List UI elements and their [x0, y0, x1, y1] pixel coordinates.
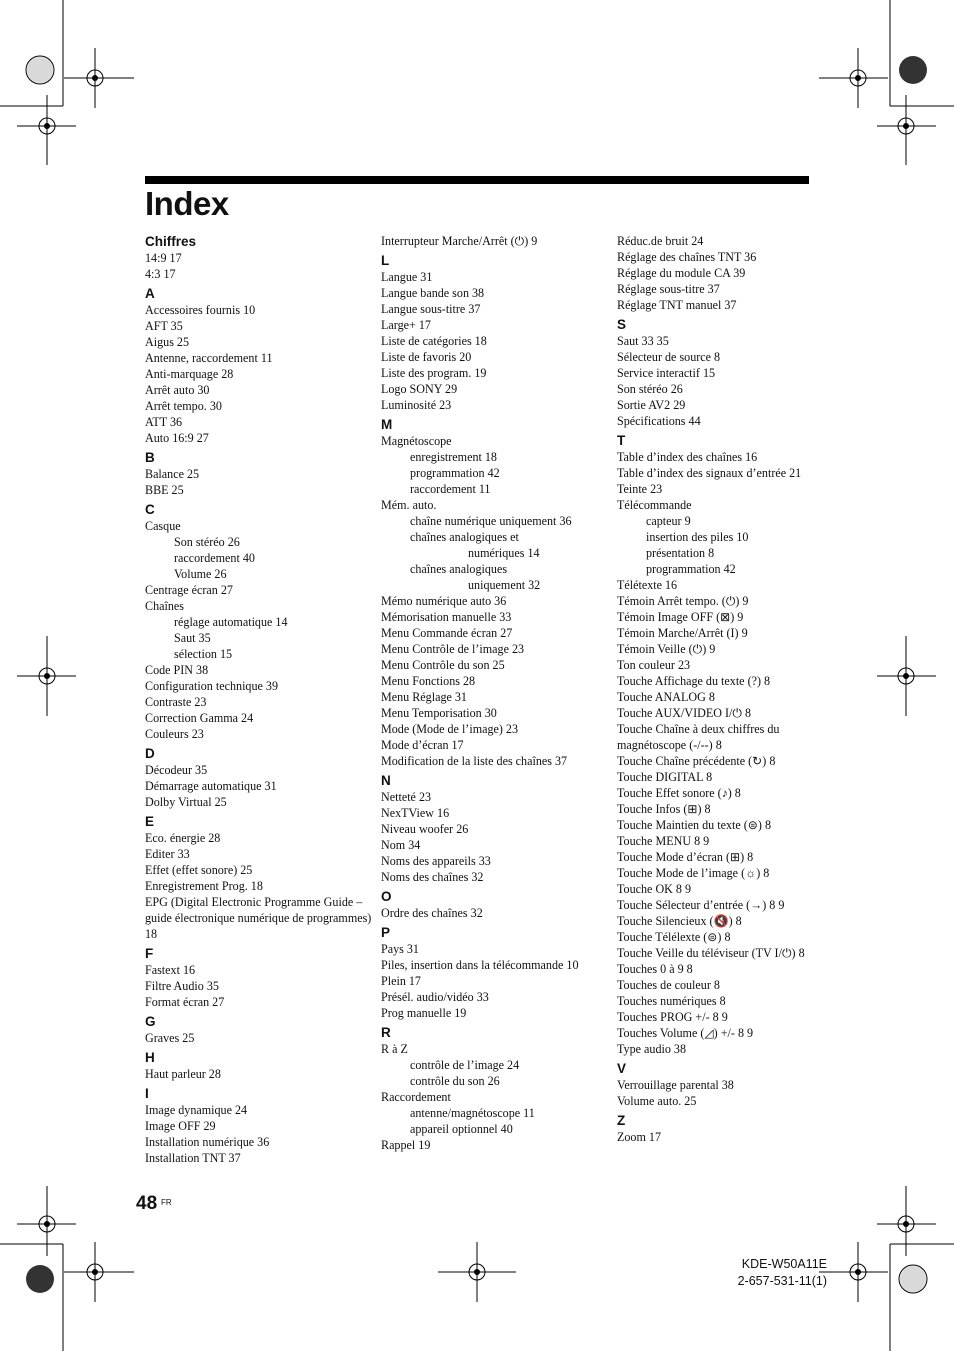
- index-subentry: antenne/magnétoscope 11: [410, 1106, 535, 1120]
- index-entry: Menu Réglage 31: [381, 690, 467, 704]
- index-entry: Teinte 23: [617, 482, 663, 496]
- index-entry: Liste des program. 19: [381, 366, 487, 380]
- index-entry: Touches 0 à 9 8: [617, 962, 693, 976]
- index-subentry: Volume 26: [174, 567, 227, 581]
- index-letter-heading: A: [145, 286, 155, 301]
- index-entry: Niveau woofer 26: [381, 822, 469, 836]
- index-entry: BBE 25: [145, 483, 184, 497]
- index-entry: Arrêt auto 30: [145, 383, 210, 397]
- index-subentry: programmation 42: [410, 466, 500, 480]
- index-letter-heading: P: [381, 925, 391, 940]
- index-entry: Volume auto. 25: [617, 1094, 697, 1108]
- index-entry: 14:9 17: [145, 251, 182, 265]
- index-entry: Zoom 17: [617, 1130, 662, 1144]
- index-entry: Configuration technique 39: [145, 679, 279, 693]
- index-entry: Large+ 17: [381, 318, 431, 332]
- index-subentry: chaînes analogiques et: [410, 530, 519, 544]
- index-letter-heading: S: [617, 317, 627, 332]
- index-letter-heading: C: [145, 502, 155, 517]
- index-entry: Magnétoscope: [381, 434, 452, 448]
- index-entry: Ton couleur 23: [617, 658, 691, 672]
- index-letter-heading: O: [381, 889, 392, 904]
- index-entry: Touche Sélecteur d’entrée (→) 8 9: [617, 898, 785, 912]
- index-entry: Témoin Arrêt tempo. (⏻) 9: [617, 594, 749, 608]
- index-subentry: sélection 15: [174, 647, 233, 661]
- index-entry: Menu Commande écran 27: [381, 626, 513, 640]
- index-entry: Correction Gamma 24: [145, 711, 254, 725]
- index-entry: Liste de favoris 20: [381, 350, 472, 364]
- index-entry: Nom 34: [381, 838, 421, 852]
- index-entry: Langue sous-titre 37: [381, 302, 481, 316]
- index-subentry: contrôle du son 26: [410, 1074, 500, 1088]
- index-entry: Noms des chaînes 32: [381, 870, 484, 884]
- index-entry: Eco. énergie 28: [145, 831, 221, 845]
- index-entry: Menu Fonctions 28: [381, 674, 476, 688]
- index-subentry: contrôle de l’image 24: [410, 1058, 520, 1072]
- index-entry: Luminosité 23: [381, 398, 452, 412]
- index-entry: EPG (Digital Electronic Programme Guide – guide électronique numérique de programmes) 18: [145, 895, 372, 941]
- index-entry: Son stéréo 26: [617, 382, 683, 396]
- page-title: Index: [145, 185, 229, 222]
- index-entry: Modification de la liste des chaînes 37: [381, 754, 568, 768]
- index-entry: AFT 35: [145, 319, 183, 333]
- index-entry: Table d’index des signaux d’entrée 21: [617, 466, 802, 480]
- index-entry: Editer 33: [145, 847, 190, 861]
- index-entry: Chaînes: [145, 599, 184, 613]
- index-entry: Touche Mode de l’image (☼) 8: [617, 866, 770, 880]
- index-subentry: Son stéréo 26: [174, 535, 240, 549]
- index-entry: Témoin Image OFF (⊠) 9: [617, 610, 744, 624]
- index-entry: Réglage sous-titre 37: [617, 282, 720, 296]
- index-entry: Logo SONY 29: [381, 382, 458, 396]
- index-column-1: [145, 233, 373, 1166]
- index-subentry: raccordement 40: [174, 551, 255, 565]
- index-entry: Netteté 23: [381, 790, 432, 804]
- index-entry: Touches PROG +/- 8 9: [617, 1010, 728, 1024]
- index-letter-heading: Chiffres: [145, 234, 197, 249]
- model-info: [738, 1256, 827, 1290]
- index-entry: Touche Infos (⊞) 8: [617, 802, 711, 816]
- index-entry: Présél. audio/vidéo 33: [381, 990, 489, 1004]
- index-entry: Touche Chaîne précédente (↻) 8: [617, 754, 776, 768]
- index-entry: Touche ANALOG 8: [617, 690, 715, 704]
- index-entry: Témoin Veille (⏻) 9: [617, 642, 716, 656]
- page-language: FR: [161, 1198, 172, 1207]
- index-entry: Graves 25: [145, 1031, 195, 1045]
- index-subentry: insertion des piles 10: [646, 530, 749, 544]
- index-entry: Piles, insertion dans la télécommande 10: [381, 958, 579, 972]
- index-entry: Contraste 23: [145, 695, 207, 709]
- index-entry: Touche Affichage du texte (?) 8: [617, 674, 771, 688]
- index-entry: Arrêt tempo. 30: [145, 399, 222, 413]
- index-entry: R à Z: [381, 1042, 408, 1056]
- index-entry: Image dynamique 24: [145, 1103, 248, 1117]
- index-subentry: uniquement 32: [468, 578, 541, 592]
- index-entry: Installation TNT 37: [145, 1151, 241, 1165]
- index-entry: Touche MENU 8 9: [617, 834, 710, 848]
- index-letter-heading: Z: [617, 1113, 626, 1128]
- index-entry: Mémorisation manuelle 33: [381, 610, 512, 624]
- index-entry: Filtre Audio 35: [145, 979, 219, 993]
- index-entry: Touches numériques 8: [617, 994, 726, 1008]
- index-entry: Plein 17: [381, 974, 421, 988]
- index-entry: Liste de catégories 18: [381, 334, 487, 348]
- index-entry: Service interactif 15: [617, 366, 716, 380]
- index-entry: Interrupteur Marche/Arrêt (⏻) 9: [381, 234, 538, 248]
- index-letter-heading: V: [617, 1061, 627, 1076]
- index-entry: Antenne, raccordement 11: [145, 351, 273, 365]
- index-letter-heading: D: [145, 746, 155, 761]
- index-subentry: capteur 9: [646, 514, 691, 528]
- index-entry: Centrage écran 27: [145, 583, 233, 597]
- index-entry: Touche AUX/VIDEO I/⏻ 8: [617, 706, 751, 720]
- index-subentry: présentation 8: [646, 546, 715, 560]
- index-letter-heading: F: [145, 946, 154, 961]
- index-column-3: [617, 233, 817, 1145]
- index-entry: Touches Volume (◿) +/- 8 9: [617, 1026, 754, 1040]
- index-entry: Verrouillage parental 38: [617, 1078, 734, 1092]
- index-entry: Pays 31: [381, 942, 419, 956]
- index-letter-heading: M: [381, 417, 393, 432]
- index-letter-heading: T: [617, 433, 626, 448]
- index-subentry: enregistrement 18: [410, 450, 497, 464]
- index-entry: 4:3 17: [145, 267, 176, 281]
- index-entry: Touche Veille du téléviseur (TV I/⏻) 8: [617, 946, 805, 960]
- index-entry: Témoin Marche/Arrêt (I) 9: [617, 626, 748, 640]
- index-entry: Saut 33 35: [617, 334, 669, 348]
- index-subentry: raccordement 11: [410, 482, 491, 496]
- index-entry: Haut parleur 28: [145, 1067, 221, 1081]
- index-entry: Enregistrement Prog. 18: [145, 879, 263, 893]
- index-subentry: réglage automatique 14: [174, 615, 288, 629]
- index-entry: Spécifications 44: [617, 414, 701, 428]
- index-entry: Touche Chaîne à deux chiffres du magnétoscope (-/--) 8: [617, 722, 780, 752]
- index-entry: Télétexte 16: [617, 578, 678, 592]
- index-entry: Anti-marquage 28: [145, 367, 234, 381]
- page-number: 48: [136, 1193, 158, 1214]
- index-entry: Touche Télélexte (⊜) 8: [617, 930, 731, 944]
- index-entry: Prog manuelle 19: [381, 1006, 467, 1020]
- index-subentry: chaîne numérique uniquement 36: [410, 514, 572, 528]
- index-entry: Noms des appareils 33: [381, 854, 491, 868]
- index-entry: Menu Contrôle de l’image 23: [381, 642, 525, 656]
- index-entry: Aigus 25: [145, 335, 190, 349]
- index-entry: Fastext 16: [145, 963, 196, 977]
- index-entry: Accessoires fournis 10: [145, 303, 256, 317]
- index-entry: Touche OK 8 9: [617, 882, 692, 896]
- index-entry: Réglage des chaînes TNT 36: [617, 250, 757, 264]
- index-entry: Effet (effet sonore) 25: [145, 863, 253, 877]
- index-entry: Touche Maintien du texte (⊜) 8: [617, 818, 772, 832]
- index-entry: Touche Effet sonore (♪) 8: [617, 786, 741, 800]
- index-entry: Menu Contrôle du son 25: [381, 658, 505, 672]
- index-entry: Touches de couleur 8: [617, 978, 720, 992]
- index-subentry: chaînes analogiques: [410, 562, 508, 576]
- index-entry: Démarrage automatique 31: [145, 779, 277, 793]
- model-name: KDE-W50A11E: [741, 1257, 827, 1271]
- title-rule: [145, 176, 809, 184]
- index-letter-heading: B: [145, 450, 155, 465]
- index-entry: Mode d’écran 17: [381, 738, 464, 752]
- index-entry: Table d’index des chaînes 16: [617, 450, 758, 464]
- index-entry: Rappel 19: [381, 1138, 431, 1152]
- index-letter-heading: I: [145, 1086, 149, 1101]
- index-entry: Code PIN 38: [145, 663, 209, 677]
- index-entry: ATT 36: [145, 415, 183, 429]
- part-code: 2-657-531-11(1): [737, 1274, 827, 1288]
- index-entry: Langue bande son 38: [381, 286, 485, 300]
- index-entry: Télécommande: [617, 498, 692, 512]
- index-letter-heading: E: [145, 814, 155, 829]
- index-subentry: appareil optionnel 40: [410, 1122, 513, 1136]
- index-entry: Touche DIGITAL 8: [617, 770, 713, 784]
- index-entry: Sélecteur de source 8: [617, 350, 721, 364]
- index-entry: Décodeur 35: [145, 763, 208, 777]
- index-entry: Type audio 38: [617, 1042, 687, 1056]
- index-entry: Langue 31: [381, 270, 433, 284]
- index-entry: Couleurs 23: [145, 727, 204, 741]
- index-entry: Installation numérique 36: [145, 1135, 270, 1149]
- index-letter-heading: G: [145, 1014, 156, 1029]
- index-subentry: numériques 14: [468, 546, 540, 560]
- index-entry: Dolby Virtual 25: [145, 795, 227, 809]
- index-entry: Raccordement: [381, 1090, 451, 1104]
- index-letter-heading: R: [381, 1025, 391, 1040]
- index-entry: Réglage TNT manuel 37: [617, 298, 737, 312]
- index-subentry: Saut 35: [174, 631, 211, 645]
- index-letter-heading: N: [381, 773, 391, 788]
- index-entry: Mode (Mode de l’image) 23: [381, 722, 519, 736]
- index-letter-heading: H: [145, 1050, 155, 1065]
- index-entry: Réglage du module CA 39: [617, 266, 746, 280]
- index-entry: Casque: [145, 519, 181, 533]
- index-entry: Auto 16:9 27: [145, 431, 209, 445]
- index-entry: Ordre des chaînes 32: [381, 906, 483, 920]
- index-entry: Mémo numérique auto 36: [381, 594, 507, 608]
- index-entry: Format écran 27: [145, 995, 225, 1009]
- index-entry: Image OFF 29: [145, 1119, 216, 1133]
- index-entry: Mém. auto.: [381, 498, 437, 512]
- index-column-2: [381, 233, 609, 1153]
- index-entry: Menu Temporisation 30: [381, 706, 497, 720]
- index-entry: Balance 25: [145, 467, 200, 481]
- index-entry: Touche Mode d’écran (⊞) 8: [617, 850, 754, 864]
- index-subentry: programmation 42: [646, 562, 736, 576]
- index-entry: NexTView 16: [381, 806, 450, 820]
- index-entry: Touche Silencieux (🔇) 8: [617, 914, 742, 928]
- index-letter-heading: L: [381, 253, 390, 268]
- index-entry: Réduc.de bruit 24: [617, 234, 704, 248]
- index-entry: Sortie AV2 29: [617, 398, 686, 412]
